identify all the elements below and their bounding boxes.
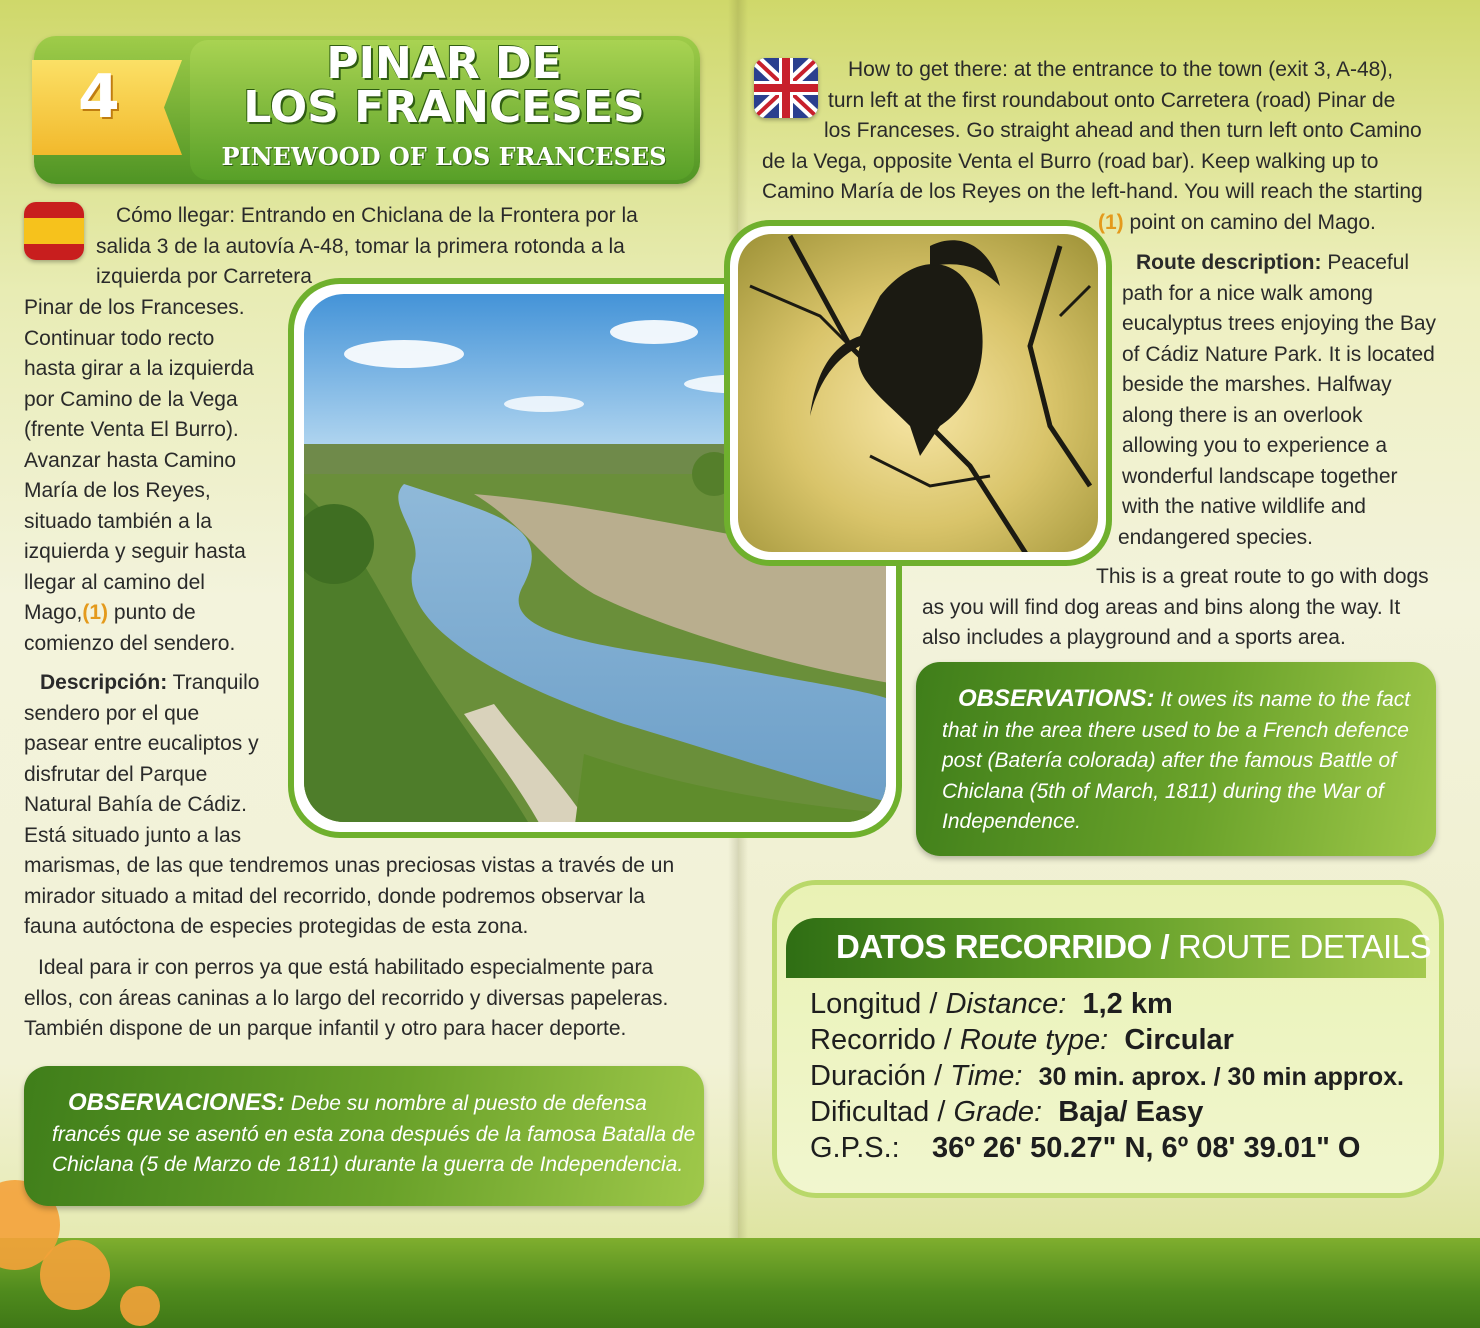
en-dogs-paragraph <box>922 562 1462 654</box>
en-route-line: of Cádiz Nature Park. It is located <box>1122 342 1435 366</box>
detail-value: Circular <box>1124 1024 1234 1056</box>
detail-row-gps <box>810 1132 1360 1165</box>
route-details-title-es: DATOS RECORRIDO / <box>836 928 1170 965</box>
es-desc-line: sendero por el que <box>24 701 200 725</box>
en-route-description <box>1118 248 1468 553</box>
en-route-label: Route description: <box>1136 251 1322 274</box>
detail-value: 1,2 km <box>1082 988 1173 1020</box>
es-desc-line: Natural Bahía de Cádiz. <box>24 793 247 816</box>
es-dogs-paragraph <box>24 953 714 1045</box>
es-how-line: Entrando en Chiclana de la Frontera por la <box>240 204 638 227</box>
es-how-line: comienzo del sendero. <box>24 631 236 655</box>
detail-value: 36º 26' 50.27" N, 6º 08' 39.01" O <box>931 1132 1361 1164</box>
es-how-line: Continuar todo recto <box>24 326 215 350</box>
en-route-first: Peaceful <box>1327 251 1410 274</box>
detail-label: G.P.S.: <box>810 1132 900 1164</box>
en-route-line: wonderful landscape together <box>1122 464 1398 488</box>
es-how-line: salida 3 de la autovía A-48, tomar la primera rotonda a la <box>96 234 625 258</box>
es-how-line: Pinar de los Franceses. <box>24 296 245 319</box>
es-observations-text <box>52 1088 702 1181</box>
es-how-to-intro <box>96 201 696 293</box>
bottom-green-band <box>0 1238 1480 1328</box>
en-obs-line: Chiclana (5th of March, 1811) during the War of <box>942 779 1384 803</box>
detail-row-grade <box>810 1096 1203 1129</box>
es-desc-first: Tranquilo <box>172 671 260 694</box>
en-obs-line: that in the area there used to be a French defence <box>942 718 1409 742</box>
en-route-line: along there is an overlook <box>1122 403 1363 427</box>
en-how-line: turn left at the first roundabout onto Carretera (road) Pinar de <box>828 88 1396 112</box>
es-how-line: por Camino de la Vega <box>24 387 238 411</box>
detail-label: Duración / <box>810 1060 951 1092</box>
route-details-title-en: ROUTE DETAILS <box>1177 928 1432 965</box>
en-how-line: Camino María de los Reyes on the left-hand. You will reach the starting <box>762 180 1423 203</box>
en-route-line: allowing you to experience a <box>1122 434 1388 457</box>
en-obs-line: post (Batería colorada) after the famous Battle of <box>942 749 1397 772</box>
es-how-line: situado también a la <box>24 509 212 533</box>
es-mago-after: punto de <box>113 601 196 624</box>
en-route-line: path for a nice walk among <box>1122 281 1373 305</box>
en-route-line: endangered species. <box>1118 525 1313 549</box>
page-title <box>196 38 692 133</box>
es-description-label: Descripción: <box>40 671 168 694</box>
es-how-line: izquierda y seguir hasta <box>24 540 246 563</box>
en-how-line: los Franceses. Go straight ahead and then turn left onto Camino <box>824 119 1422 142</box>
en-how-line: de la Vega, opposite Venta el Burro (road bar). Keep walking up to <box>762 149 1379 173</box>
es-how-line <box>24 598 294 629</box>
en-dogs-line: as you will find dog areas and bins along the way. It <box>922 595 1401 619</box>
detail-row-distance <box>810 988 1173 1021</box>
en-how-to <box>762 55 1462 238</box>
es-dogs-line: Ideal para ir con perros ya que está habilitado especialmente para <box>38 956 654 979</box>
detail-row-time <box>810 1060 1404 1093</box>
start-point-marker: (1) <box>1098 210 1124 234</box>
es-how-line: (frente Venta El Burro). <box>24 418 239 441</box>
detail-value: 30 min. aprox. / 30 min approx. <box>1038 1063 1405 1091</box>
es-how-line: María de los Reyes, <box>24 479 211 502</box>
en-start-line: point on camino del Mago. <box>1129 210 1376 234</box>
en-observations-text <box>942 684 1422 838</box>
en-observations-label: OBSERVATIONS: <box>958 685 1155 712</box>
en-route-line: with the native wildlife and <box>1122 495 1366 518</box>
bird-photo-frame <box>730 226 1106 560</box>
detail-label: Longitud / <box>810 988 946 1020</box>
en-obs-line: Independence. <box>942 810 1081 833</box>
ibis-silhouette-photo <box>730 226 1106 560</box>
en-route-line: beside the marshes. Halfway <box>1122 373 1392 396</box>
es-how-line: hasta girar a la izquierda <box>24 357 254 380</box>
es-mago-text: Mago, <box>24 601 83 624</box>
es-obs-line: francés que se asentó en esta zona después de la famosa Batalla de <box>52 1122 696 1146</box>
start-point-marker: (1) <box>82 601 109 624</box>
es-desc-line: fauna autóctona de especies protegidas de esta zona. <box>24 915 529 938</box>
es-desc-line: mirador situado a mitad del recorrido, donde podremos observar la <box>24 884 645 908</box>
es-how-line: izquierda por Carretera <box>96 265 312 288</box>
spain-flag-icon <box>24 202 84 260</box>
es-description-wide <box>24 851 714 943</box>
en-obs-first: It owes its name to the fact <box>1160 688 1411 711</box>
route-details-title <box>836 928 1431 966</box>
es-desc-line: Está situado junto a las <box>24 823 242 847</box>
detail-label-en: Grade: <box>953 1096 1043 1128</box>
detail-label-en: Route type: <box>959 1024 1109 1056</box>
es-desc-line: marismas, de las que tendremos unas preciosas vistas a través de un <box>24 854 675 877</box>
detail-label: Dificultad / <box>810 1096 954 1128</box>
detail-label: Recorrido / <box>810 1024 960 1056</box>
en-how-line: How to get there: at the entrance to the town (exit 3, A-48), <box>848 58 1394 81</box>
es-dogs-line: También dispone de un parque infantil y otro para hacer deporte. <box>24 1017 627 1040</box>
en-dogs-line: also includes a playground and a sports area. <box>922 626 1346 649</box>
es-description-column <box>24 668 294 851</box>
page-subtitle: PINEWOOD OF LOS FRANCESES <box>221 142 667 171</box>
orange-decoration <box>120 1286 160 1326</box>
en-route-line: eucalyptus trees enjoying the Bay <box>1122 312 1437 335</box>
detail-row-route-type <box>810 1024 1234 1057</box>
en-dogs-line: This is a great route to go with dogs <box>1096 565 1429 588</box>
es-dogs-line: ellos, con áreas caninas a lo largo del recorrido y diversas papeleras. <box>24 986 669 1010</box>
title-line-1: PINAR DE <box>326 38 562 89</box>
es-how-line: llegar al camino del <box>24 570 205 594</box>
detail-label-en: Distance: <box>945 988 1067 1020</box>
es-desc-line: pasear entre eucaliptos y <box>24 732 259 755</box>
es-observations-label: OBSERVACIONES: <box>68 1089 285 1116</box>
es-how-to-column <box>24 293 294 659</box>
title-line-2: LOS FRANCESES <box>243 82 645 133</box>
detail-label-en: Time: <box>950 1060 1023 1092</box>
es-obs-line: Chiclana (5 de Marzo de 1811) durante la guerra de Independencia. <box>52 1153 684 1176</box>
es-desc-line: disfrutar del Parque <box>24 762 208 786</box>
detail-value: Baja/ Easy <box>1058 1096 1204 1128</box>
es-how-label: Cómo llegar: <box>116 204 236 227</box>
es-obs-first: Debe su nombre al puesto de defensa <box>290 1092 647 1115</box>
es-how-line: Avanzar hasta Camino <box>24 448 237 472</box>
route-number: 4 <box>78 62 120 132</box>
orange-decoration <box>40 1240 110 1310</box>
